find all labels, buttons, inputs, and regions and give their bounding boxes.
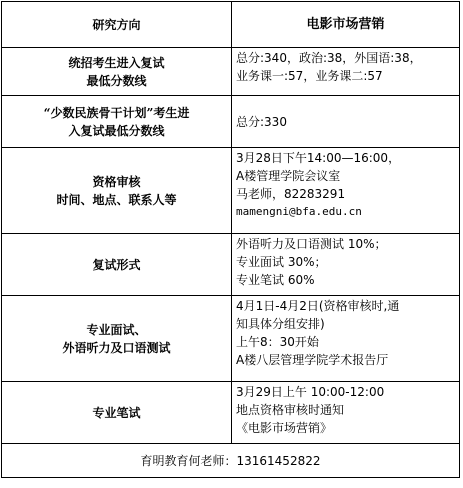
label-line: 资格审核: [92, 174, 141, 189]
table-header-row: [2, 2, 460, 48]
header-major-name: 电影市场营销: [232, 2, 460, 48]
contact-email: mamengni@bfa.edu.cn: [236, 205, 362, 218]
label-line: 外语听力及口语测试: [62, 340, 171, 355]
row-label-qualification-review: [2, 148, 232, 234]
label-line: 入复试最低分数线: [68, 123, 165, 138]
value-line: 3月28日下午14:00—16:00，: [236, 151, 401, 165]
row-value-interview-listening: [232, 296, 460, 382]
value-line: 外语听力及口语测试 10%；: [236, 237, 387, 251]
row-value-qualification-review: [232, 148, 460, 234]
value-line: A楼管理学院会议室: [236, 169, 341, 183]
row-value-retest-format: [232, 234, 460, 296]
table-footer-row: [2, 444, 460, 478]
table-row-retest-score-line: [2, 48, 460, 96]
row-value-minority-score-line: [232, 96, 460, 148]
value-line: 4月1日-4月2日(资格审核时,通: [236, 299, 400, 313]
value-line: 总分:330: [236, 115, 287, 129]
label-line: 专业笔试: [92, 405, 141, 420]
table-row-minority-score-line: [2, 96, 460, 148]
value-line: 专业面试 30%；: [236, 255, 327, 269]
header-research-direction: 研究方向: [2, 2, 232, 48]
footer-contact: 育明教育何老师：13161452822: [2, 444, 460, 478]
value-line: 3月29日上午 10:00-12:00: [236, 385, 385, 399]
table-row-interview-listening: [2, 296, 460, 382]
row-label-retest-format: [2, 234, 232, 296]
row-label-retest-score-line: [2, 48, 232, 96]
row-value-written-exam: [232, 382, 460, 444]
label-line: 统招考生进入复试: [68, 55, 165, 70]
table-row-qualification-review: [2, 148, 460, 234]
value-line: 知具体分组安排): [236, 317, 325, 331]
row-label-written-exam: [2, 382, 232, 444]
row-value-retest-score-line: [232, 48, 460, 96]
value-line: 业务课一:57，业务课二:57: [236, 69, 383, 83]
value-line: 《电影市场营销》: [236, 421, 333, 435]
label-line: 最低分数线: [86, 73, 147, 88]
value-line: 专业笔试 60%: [236, 273, 315, 287]
admission-info-table: [1, 1, 460, 478]
value-line: 上午8：30开始: [236, 335, 319, 349]
label-line: 专业面试、: [86, 322, 147, 337]
table-row-retest-format: [2, 234, 460, 296]
label-line: 复试形式: [92, 257, 141, 272]
value-line: 马老师，82283291: [236, 187, 346, 201]
label-line: “少数民族骨干计划”考生进: [43, 105, 190, 120]
value-line: 总分:340，政治:38，外国语:38，: [236, 51, 422, 65]
table-row-written-exam: [2, 382, 460, 444]
value-line: A楼八层管理学院学术报告厅: [236, 353, 389, 367]
row-label-minority-score-line: [2, 96, 232, 148]
row-label-interview-listening: [2, 296, 232, 382]
value-line: 地点资格审核时通知: [236, 403, 345, 417]
label-line: 时间、地点、联系人等: [56, 192, 177, 207]
